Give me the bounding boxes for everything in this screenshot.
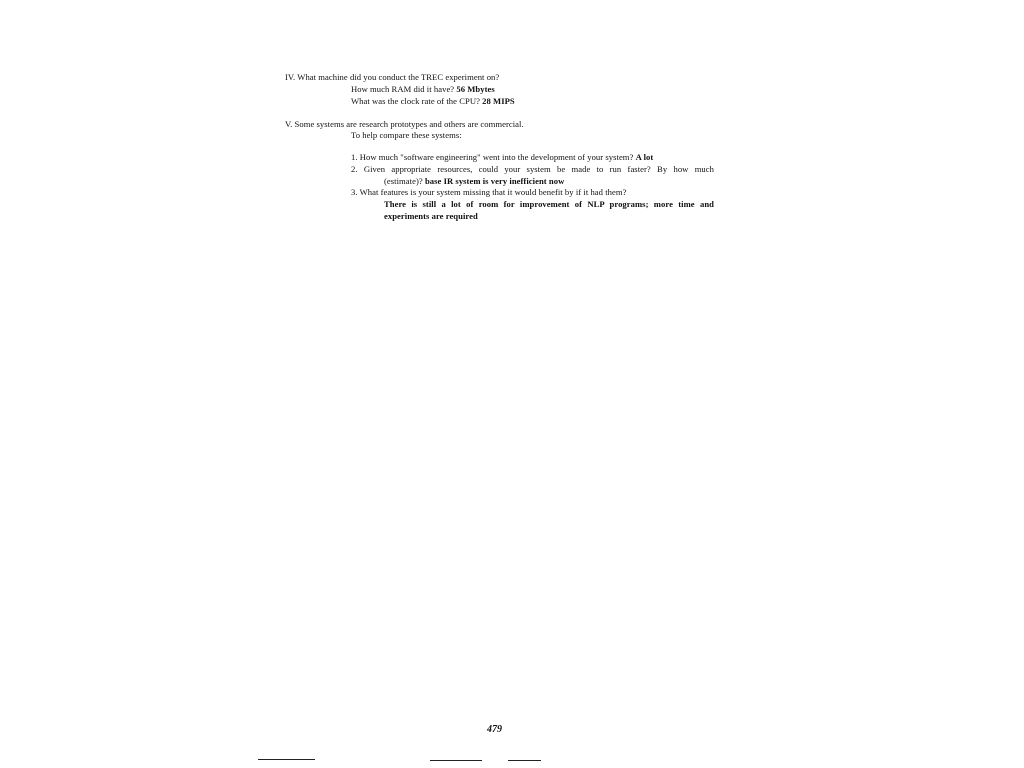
ram-question	[351, 84, 495, 94]
section-v-heading: V. Some systems are research prototypes and others are commercial.	[285, 119, 524, 129]
question-2-text2: (estimate)?	[384, 176, 423, 186]
cpu-answer: 28 MIPS	[482, 96, 515, 106]
question-2	[351, 164, 714, 174]
question-2-continued	[384, 176, 564, 186]
question-3-answer-line-2: experiments are required	[384, 211, 478, 221]
question-1-number: 1.	[351, 152, 358, 162]
ram-question-text: How much RAM did it have?	[351, 84, 455, 94]
question-2-answer: base IR system is very inefficient now	[424, 176, 565, 186]
question-3	[351, 187, 626, 197]
section-iv-heading: IV. What machine did you conduct the TREC experiment on?	[285, 72, 500, 82]
question-1-answer: A lot	[635, 152, 654, 162]
question-1-text: How much "software engineering" went into the development of your system?	[359, 152, 634, 162]
cpu-question	[351, 96, 515, 106]
section-v-intro: To help compare these systems:	[351, 130, 462, 140]
bottom-rule-middle	[430, 760, 482, 761]
question-3-answer-line-1: There is still a lot of room for improvement of NLP programs; more time and	[384, 199, 714, 209]
question-3-number: 3.	[351, 187, 358, 197]
ram-answer: 56 Mbytes	[456, 84, 495, 94]
question-1	[351, 152, 653, 162]
question-2-number: 2.	[351, 164, 358, 174]
bottom-rule-right	[508, 760, 541, 761]
cpu-question-text: What was the clock rate of the CPU?	[351, 96, 480, 106]
bottom-rule-left	[258, 759, 315, 760]
question-3-text: What features is your system missing that it would benefit by if it had them?	[359, 187, 627, 197]
question-2-text: Given appropriate resources, could your system be made to run faster? By how much	[363, 164, 714, 174]
page-number: 479	[487, 724, 502, 735]
